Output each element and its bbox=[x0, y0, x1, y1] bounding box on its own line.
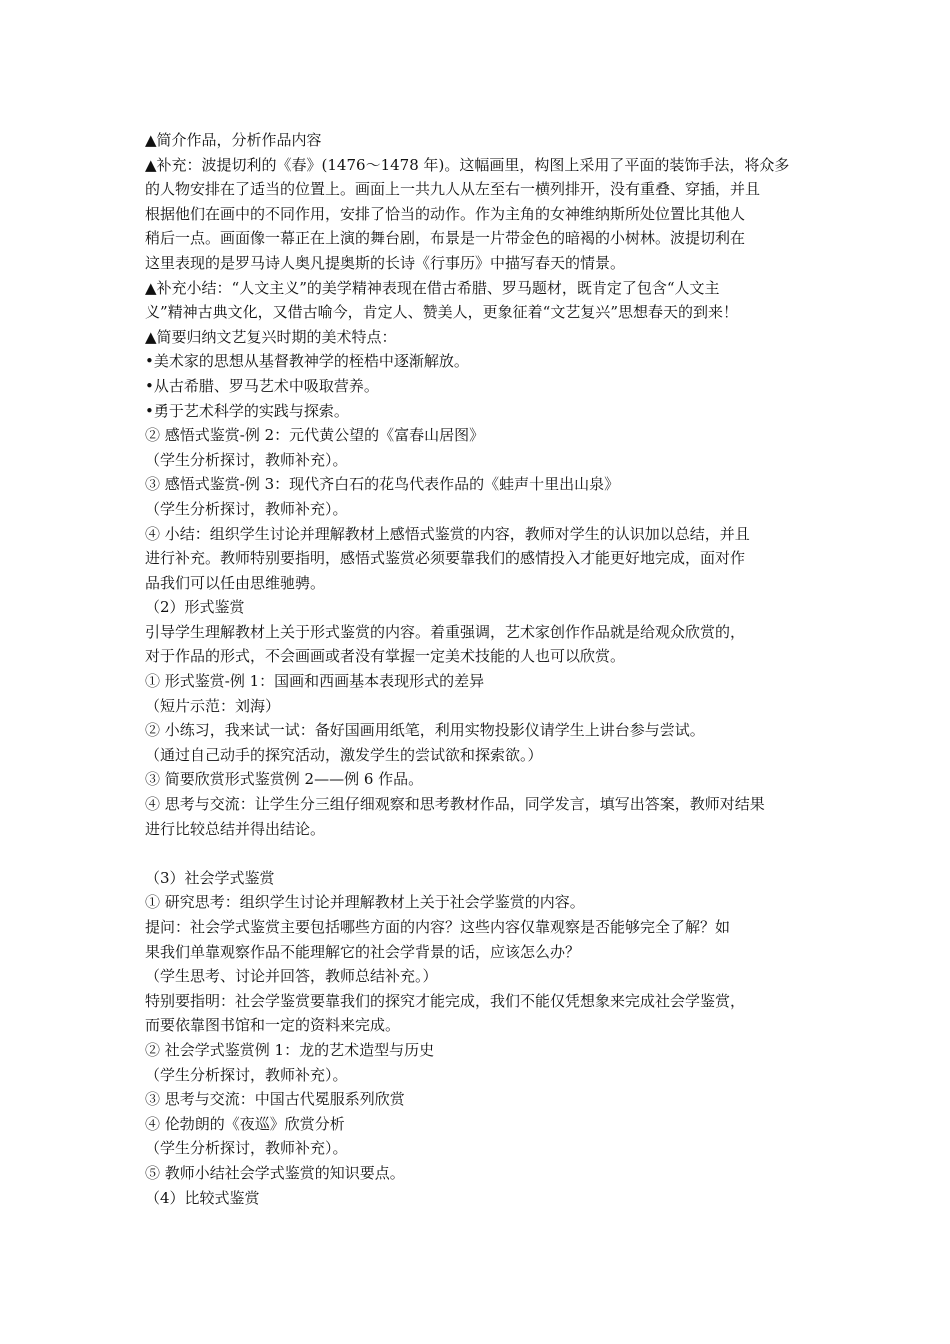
text-line: ④ 小结：组织学生讨论并理解教材上感悟式鉴赏的内容，教师对学生的认识加以总结，并且 bbox=[145, 524, 750, 543]
text-line: ③ 思考与交流：中国古代冕服系列欣赏 bbox=[145, 1090, 405, 1109]
text-line: （短片示范：刘海） bbox=[145, 696, 281, 715]
text-line: •从古希腊、罗马艺术中吸取营养。 bbox=[145, 376, 379, 395]
text-line: ① 形式鉴赏-例 1：国画和西画基本表现形式的差异 bbox=[145, 672, 485, 691]
text-line: 特别要指明：社会学鉴赏要靠我们的探究才能完成，我们不能仅凭想象来完成社会学鉴赏， bbox=[145, 991, 746, 1010]
text-line: 而要依靠图书馆和一定的资料来完成。 bbox=[145, 1016, 401, 1035]
text-line: 品我们可以任由思维驰骋。 bbox=[145, 573, 326, 592]
text-line: ⑤ 教师小结社会学式鉴赏的知识要点。 bbox=[145, 1163, 405, 1182]
text-line: 这里表现的是罗马诗人奥凡提奥斯的长诗《行事历》中描写春天的情景。 bbox=[145, 253, 626, 272]
text-line: 稍后一点。画面像一幕正在上演的舞台剧，布景是一片带金色的暗褐的小树林。波提切利在 bbox=[145, 229, 746, 248]
text-line: ③ 感悟式鉴赏-例 3：现代齐白石的花鸟代表作品的《蛙声十里出山泉》 bbox=[145, 475, 620, 494]
text-line: （学生分析探讨，教师补充）。 bbox=[145, 1139, 348, 1158]
text-line: （学生分析探讨，教师补充）。 bbox=[145, 1065, 348, 1084]
text-line: •勇于艺术科学的实践与探索。 bbox=[145, 401, 349, 420]
text-line: ② 感悟式鉴赏-例 2：元代黄公望的《富春山居图》 bbox=[145, 426, 485, 445]
text-line: 引导学生理解教材上关于形式鉴赏的内容。着重强调，艺术家创作作品就是给观众欣赏的， bbox=[145, 622, 746, 641]
text-line: 的人物安排在了适当的位置上。画面上一共九人从左至右一横列排开，没有重叠、穿插，并且 bbox=[145, 180, 761, 199]
text-line: ③ 简要欣赏形式鉴赏例 2——例 6 作品。 bbox=[145, 770, 424, 789]
text-line: ④ 思考与交流：让学生分三组仔细观察和思考教材作品，同学发言，填写出答案，教师对结果 bbox=[145, 795, 765, 814]
text-line: （学生思考、讨论并回答，教师总结补充。） bbox=[145, 967, 438, 986]
text-line: ② 社会学式鉴赏例 1：龙的艺术造型与历史 bbox=[145, 1040, 435, 1059]
text-line: ▲简要归纳文艺复兴时期的美术特点： bbox=[145, 327, 397, 346]
text-line: 进行比较总结并得出结论。 bbox=[145, 819, 326, 838]
text-line: （2）形式鉴赏 bbox=[145, 598, 245, 617]
text-line: 果我们单靠观察作品不能理解它的社会学背景的话，应该怎么办？ bbox=[145, 942, 581, 961]
text-line: （通过自己动手的探究活动，激发学生的尝试欲和探索欲。） bbox=[145, 745, 543, 764]
text-line: （4）比较式鉴赏 bbox=[145, 1188, 260, 1207]
text-line: （3）社会学式鉴赏 bbox=[145, 868, 275, 887]
text-line: （学生分析探讨，教师补充）。 bbox=[145, 450, 348, 469]
text-line: ▲补充：波提切利的《春》(1476～1478 年)。这幅画里，构图上采用了平面的装饰手法，将众多 bbox=[145, 155, 790, 174]
document-body bbox=[145, 128, 810, 1210]
text-line: 进行补充。教师特别要指明，感悟式鉴赏必须要靠我们的感情投入才能更好地完成，面对作 bbox=[145, 549, 746, 568]
text-line: ▲补充小结：“人文主义”的美学精神表现在借古希腊、罗马题材，既肯定了包含“人文主 bbox=[145, 278, 720, 297]
text-line: 义”精神古典文化，又借古喻今，肯定人、赞美人，更象征着“文艺复兴”思想春天的到来！ bbox=[145, 303, 739, 322]
text-line: ④ 伦勃朗的《夜巡》欣赏分析 bbox=[145, 1114, 345, 1133]
text-line: ② 小练习，我来试一试：备好国画用纸笔，利用实物投影仪请学生上讲台参与尝试。 bbox=[145, 721, 705, 740]
text-line: 对于作品的形式，不会画画或者没有掌握一定美术技能的人也可以欣赏。 bbox=[145, 647, 626, 666]
text-line: ▲简介作品，分析作品内容 bbox=[145, 131, 322, 149]
text-line: 提问：社会学式鉴赏主要包括哪些方面的内容？这些内容仅靠观察是否能够完全了解？如 bbox=[145, 918, 731, 936]
blank-line bbox=[145, 841, 810, 866]
text-line: （学生分析探讨，教师补充）。 bbox=[145, 499, 348, 518]
text-line: •美术家的思想从基督教神学的桎梏中逐渐解放。 bbox=[145, 352, 469, 371]
text-line: 根据他们在画中的不同作用，安排了恰当的动作。作为主角的女神维纳斯所处位置比其他人 bbox=[145, 204, 746, 223]
text-line: ① 研究思考：组织学生讨论并理解教材上关于社会学鉴赏的内容。 bbox=[145, 893, 585, 912]
